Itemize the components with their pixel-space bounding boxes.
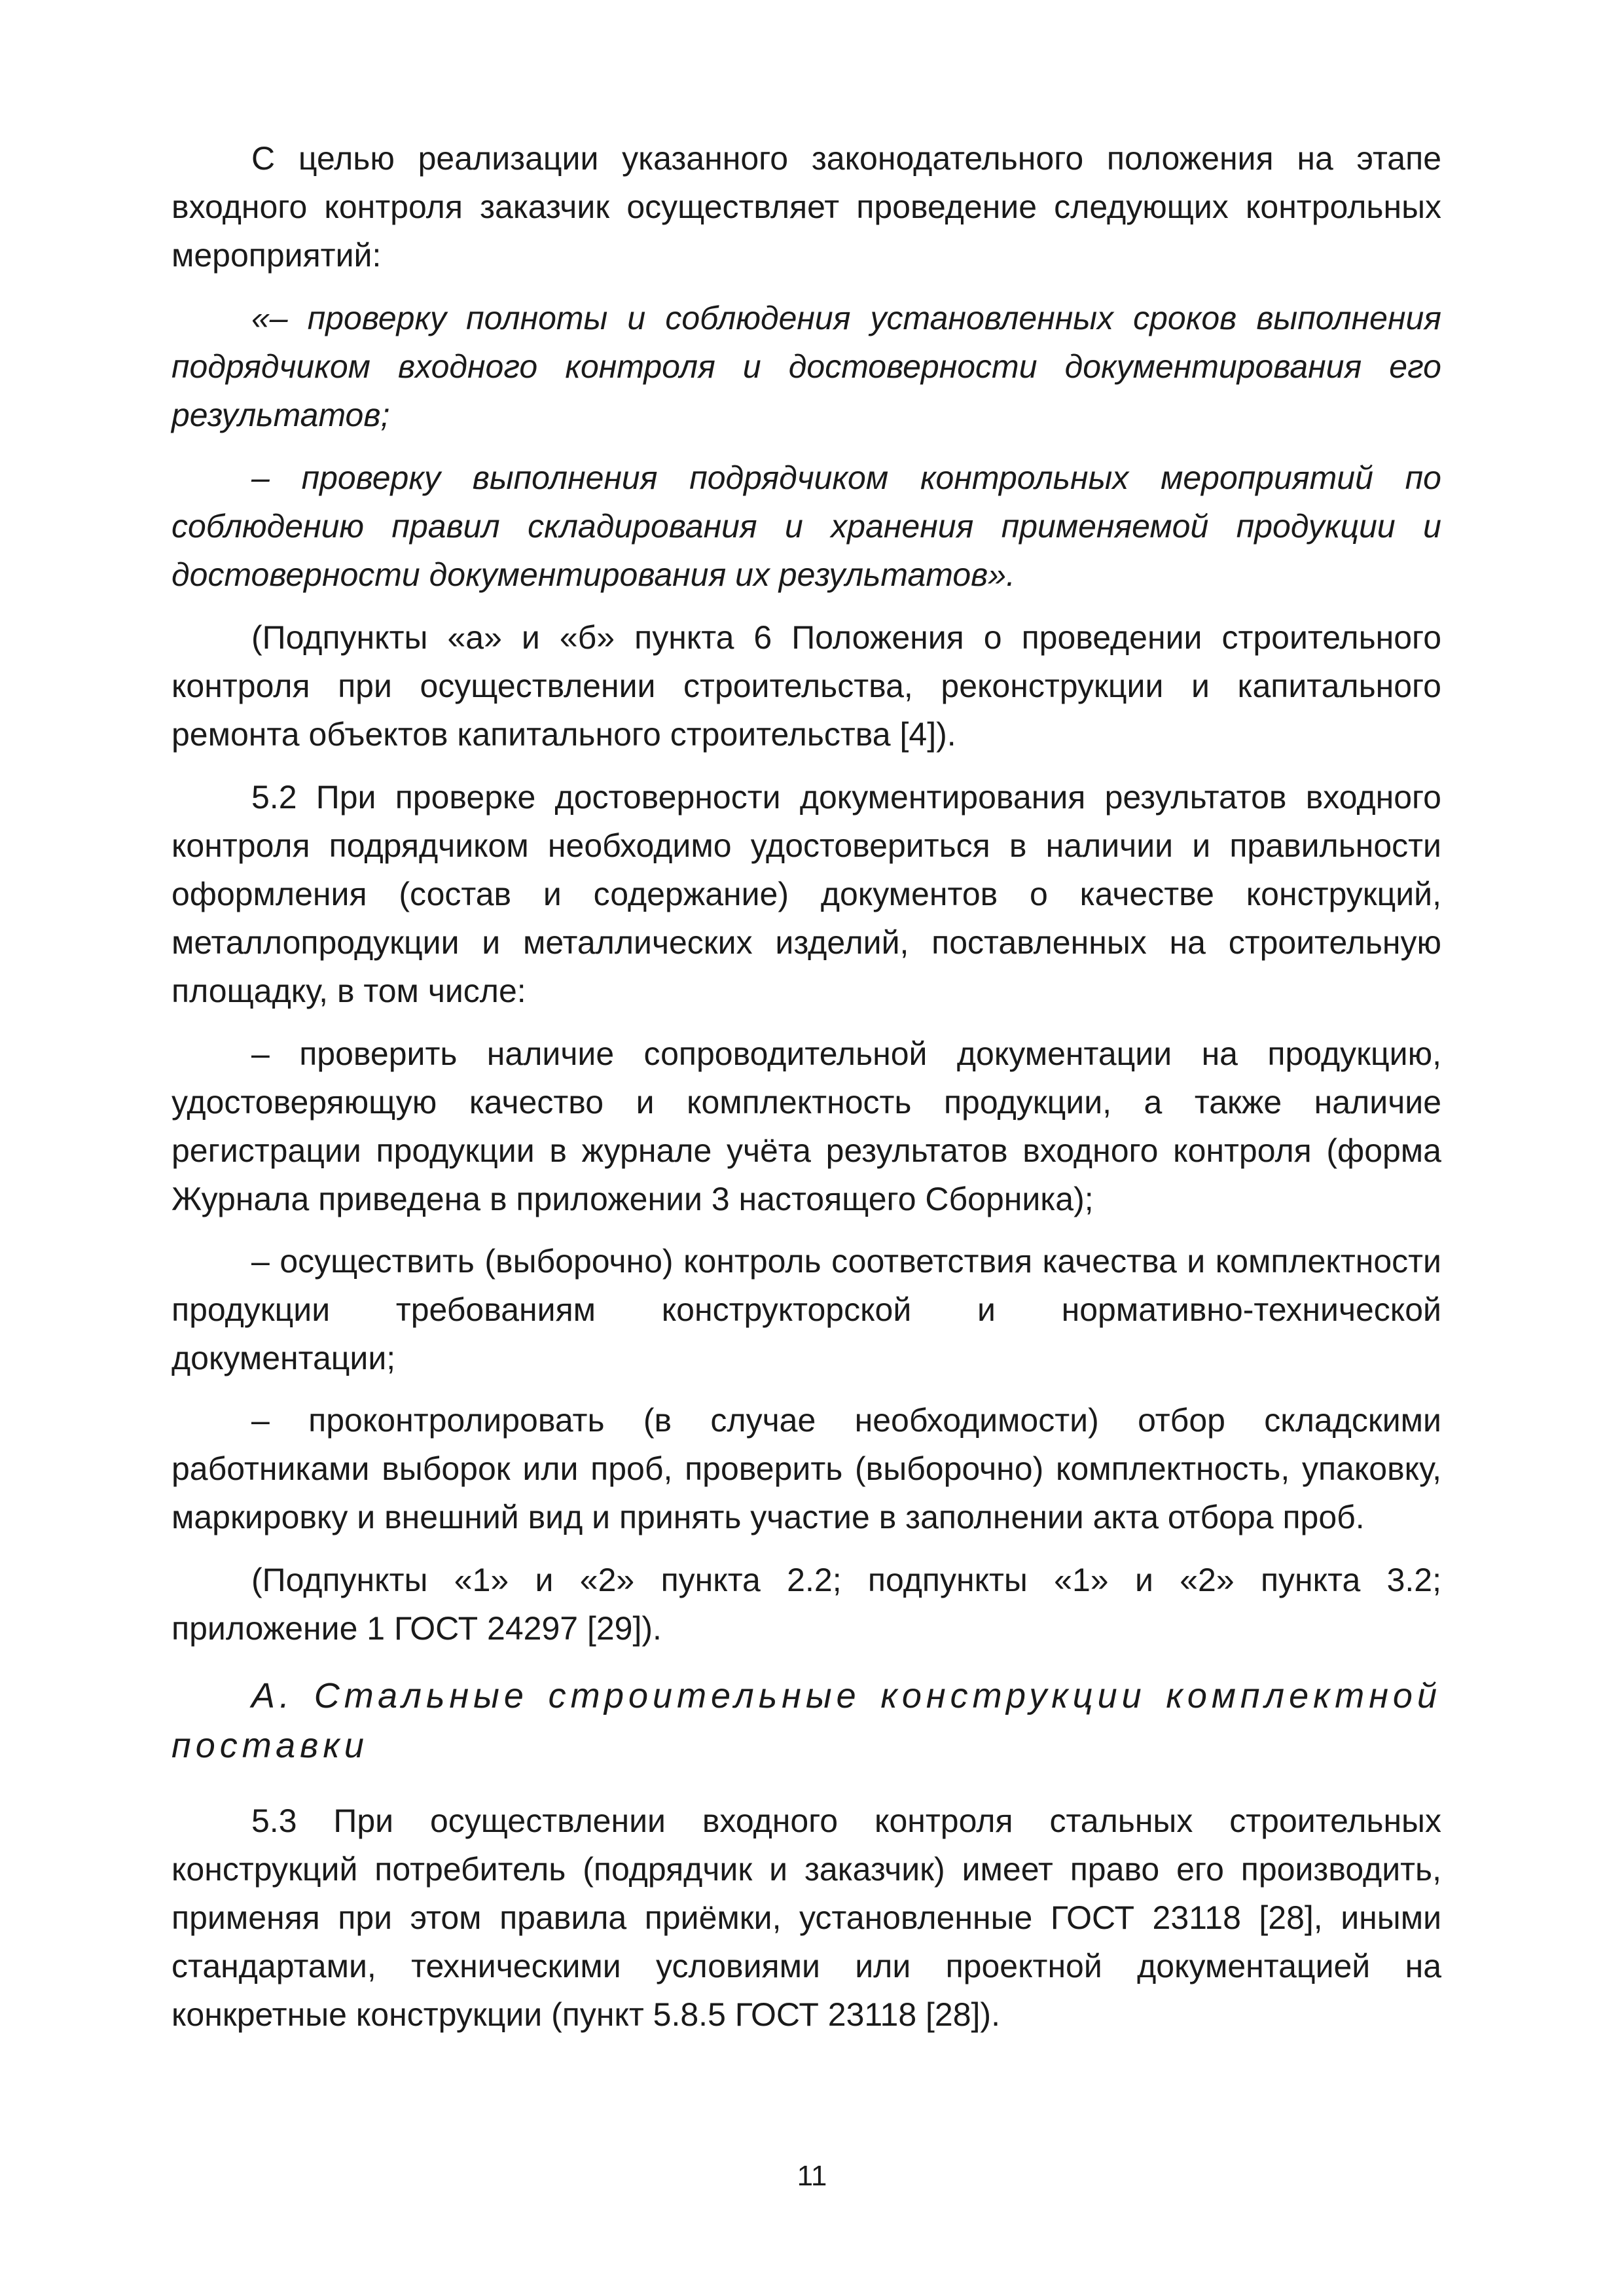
quote-item-2: – проверку выполнения подрядчиком контрольных мероприятий по соблюдению правил складирования и хранения применяемой продукции и достоверности документирования их результатов». [171,459,1441,593]
section-heading: А. Стальные строительные конструкции комплектной поставки [171,1676,1441,1765]
quote-item-1: «– проверку полноты и соблюдения установленных сроков выполнения подрядчиком входного контроля и достоверности документирования его результатов; [171,300,1441,433]
paragraph-5-2: 5.2 При проверке достоверности документирования результатов входного контроля подрядчиком необходимо удостовериться в наличии и правильности оформления (состав и содержание) документов о качестве конструкций, металлопродукции и металлических изделий, поставленных на строительную площадку, в том числе: [171,779,1441,1009]
paragraph-intro: С целью реализации указанного законодательного положения на этапе входного контроля заказчик осуществляет проведение следующих контрольных мероприятий: [171,140,1441,274]
list-item-1: – проверить наличие сопроводительной документации на продукцию, удостоверяющую качество и комплектность продукции, а также наличие регистрации продукции в журнале учёта результатов входного контроля (форма Журнала приведена в приложении 3 настоящего Сборника); [171,1035,1441,1217]
list-item-3: – проконтролировать (в случае необходимости) отбор складскими работниками выборок или проб, проверить (выборочно) комплектность, упаковку, маркировку и внешний вид и принять участие в заполнении акта отбора проб. [171,1402,1441,1535]
list-item-2: – осуществить (выборочно) контроль соответствия качества и комплектности продукции требованиям конструкторской и нормативно-технической документации; [171,1243,1441,1376]
reference-paragraph-2: (Подпункты «1» и «2» пункта 2.2; подпункты «1» и «2» пункта 3.2; приложение 1 ГОСТ 24297 [29]). [171,1562,1441,1647]
page-number: 11 [797,2160,827,2192]
reference-paragraph-1: (Подпункты «а» и «б» пункта 6 Положения о проведении строительного контроля при осуществлении строительства, реконструкции и капитального ремонта объектов капитального строительства [4]). [171,619,1441,753]
paragraph-5-3: 5.3 При осуществлении входного контроля стальных строительных конструкций потребитель (подрядчик и заказчик) имеет право его производить, применяя при этом правила приёмки, установленные ГОСТ 23118 [28], иными стандартами, техническими условиями или проектной документацией на конкретные конструкции (пункт 5.8.5 ГОСТ 23118 [28]). [171,1803,1441,2033]
